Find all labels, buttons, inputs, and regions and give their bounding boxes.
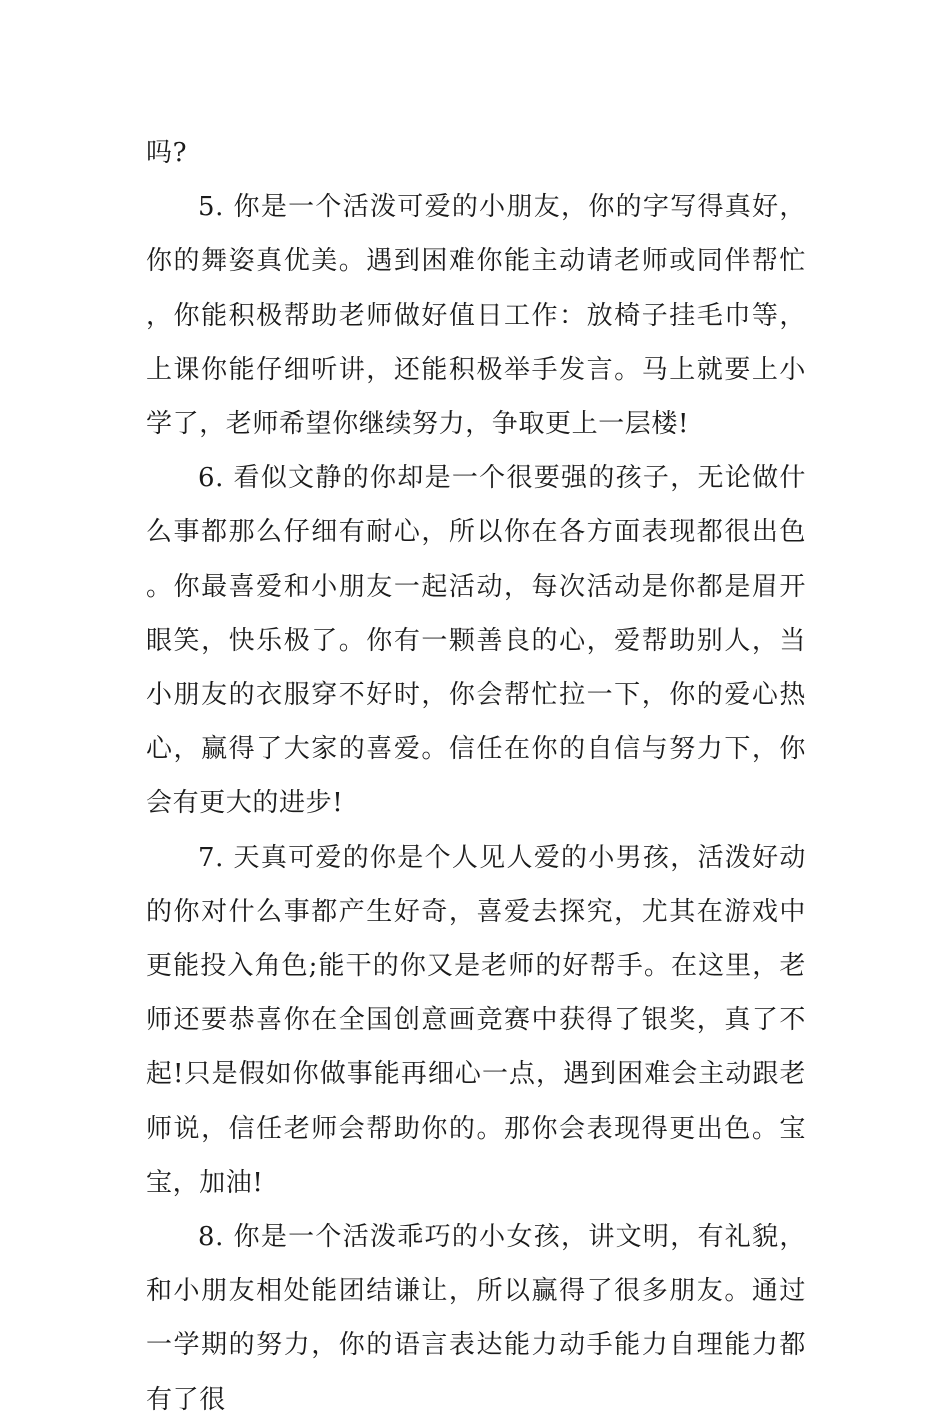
paragraph-continuation: 吗? <box>146 138 188 168</box>
paragraph-8: 8. 你是一个活泼乖巧的小女孩，讲文明，有礼貌，和小朋友相处能团结谦让，所以赢得了很多朋友。通过一学期的努力，你的语言表达能力动手能力自理能力都有了很 <box>146 1222 806 1415</box>
document-body <box>146 126 806 1427</box>
paragraph-6: 6. 看似文静的你却是一个很要强的孩子，无论做什么事都那么仔细有耐心，所以你在各方面表现都很出色。你最喜爱和小朋友一起活动，每次活动是你都是眉开眼笑，快乐极了。你有一颗善良的心，爱帮助别人，当小朋友的衣服穿不好时，你会帮忙拉一下，你的爱心热心，赢得了大家的喜爱。信任在你的自信与努力下，你会有更大的进步! <box>146 463 806 819</box>
paragraph-5: 5. 你是一个活泼可爱的小朋友，你的字写得真好，你的舞姿真优美。遇到困难你能主动请老师或同伴帮忙，你能积极帮助老师做好值日工作：放椅子挂毛巾等，上课你能仔细听讲，还能积极举手发言。马上就要上小学了，老师希望你继续努力，争取更上一层楼! <box>146 192 806 440</box>
paragraph-7: 7. 天真可爱的你是个人见人爱的小男孩，活泼好动的你对什么事都产生好奇，喜爱去探究，尤其在游戏中更能投入角色;能干的你又是老师的好帮手。在这里，老师还要恭喜你在全国创意画竞赛中获得了银奖，真了不起!只是假如你做事能再细心一点，遇到困难会主动跟老师说，信任老师会帮助你的。那你会表现得更出色。宝宝，加油! <box>146 842 806 1198</box>
